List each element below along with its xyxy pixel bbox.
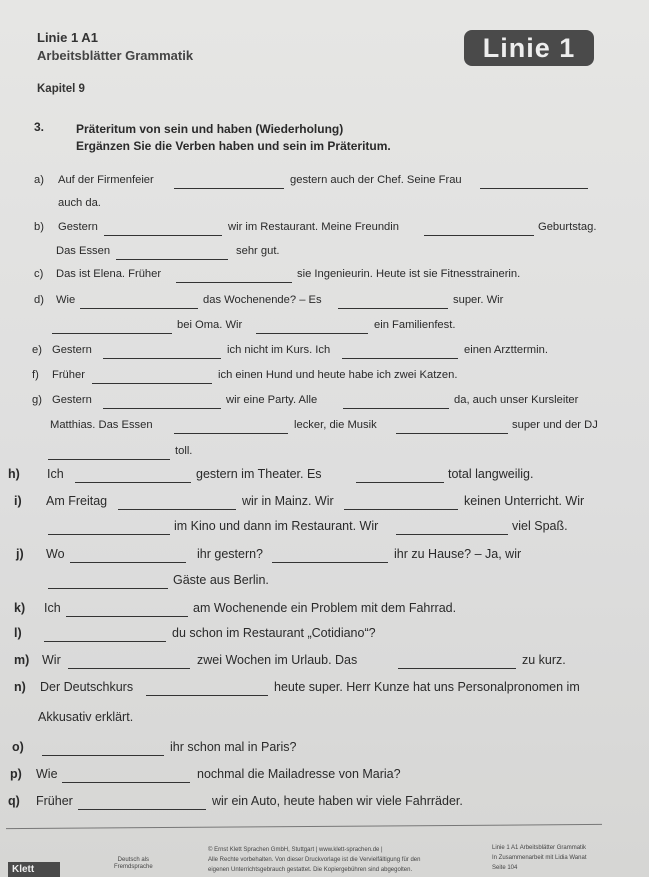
item-text: nochmal die Mailadresse von Maria?: [197, 767, 401, 781]
item-text: Gäste aus Berlin.: [173, 573, 269, 587]
answer-blank[interactable]: [342, 357, 458, 359]
linie1-logo: Linie 1: [464, 30, 594, 66]
item-label: c): [34, 268, 44, 280]
answer-blank[interactable]: [92, 382, 212, 384]
item-text: super. Wir: [453, 294, 504, 306]
item-text: du schon im Restaurant „Cotidiano“?: [172, 626, 376, 640]
item-text: wir in Mainz. Wir: [242, 494, 334, 508]
item-label: l): [14, 626, 22, 640]
answer-blank[interactable]: [70, 561, 186, 563]
item-label: h): [8, 467, 20, 481]
item-text: zwei Wochen im Urlaub. Das: [197, 653, 358, 667]
item-text: Gestern: [52, 344, 92, 356]
answer-blank[interactable]: [48, 533, 170, 535]
item-label: i): [14, 494, 22, 508]
item-text: ich nicht im Kurs. Ich: [227, 344, 331, 356]
item-text: ihr zu Hause? – Ja, wir: [394, 547, 522, 561]
item-text: wir eine Party. Alle: [226, 394, 318, 406]
answer-blank[interactable]: [44, 640, 166, 642]
answer-blank[interactable]: [344, 508, 458, 510]
item-text: toll.: [175, 445, 193, 457]
item-text: Geburtstag.: [538, 221, 597, 233]
answer-blank[interactable]: [78, 808, 206, 810]
item-text: wir im Restaurant. Meine Freundin: [228, 221, 399, 233]
item-label: g): [32, 394, 42, 406]
item-text: das Wochenende? – Es: [203, 294, 322, 306]
answer-blank[interactable]: [103, 357, 221, 359]
answer-blank[interactable]: [396, 533, 508, 535]
item-label: e): [32, 344, 42, 356]
task-title: Präteritum von sein und haben (Wiederholung): [76, 122, 344, 136]
item-text: gestern auch der Chef. Seine Frau: [290, 174, 462, 186]
item-text: sehr gut.: [236, 245, 280, 257]
item-label: q): [8, 794, 20, 808]
item-label: f): [32, 369, 39, 381]
item-text: ein Familienfest.: [374, 319, 456, 331]
item-label: k): [14, 601, 26, 615]
item-text: Gestern: [58, 221, 98, 233]
answer-blank[interactable]: [272, 561, 388, 563]
answer-blank[interactable]: [68, 667, 190, 669]
item-label: n): [14, 680, 26, 694]
footer-collab: In Zusammenarbeit mit Lidia Wanat: [492, 855, 587, 861]
item-label: d): [34, 294, 44, 306]
item-text: zu kurz.: [522, 653, 566, 667]
item-text: Wo: [46, 547, 65, 561]
item-text: da, auch unser Kursleiter: [454, 394, 579, 406]
item-text: sie Ingenieurin. Heute ist sie Fitnesstrainerin.: [297, 268, 521, 280]
answer-blank[interactable]: [118, 508, 236, 510]
item-text: heute super. Herr Kunze hat uns Personalpronomen im: [274, 680, 580, 694]
item-text: ich einen Hund und heute habe ich zwei Katzen.: [218, 369, 458, 381]
series-title: Linie 1 A1: [37, 30, 98, 45]
item-text: ihr schon mal in Paris?: [170, 740, 297, 754]
page-number: Seite 104: [492, 865, 518, 871]
copyright-line-1: © Ernst Klett Sprachen GmbH, Stuttgart | www.klett-sprachen.de |: [208, 847, 383, 853]
item-text: Der Deutschkurs: [40, 680, 134, 694]
item-text: einen Arzttermin.: [464, 344, 548, 356]
answer-blank[interactable]: [174, 432, 288, 434]
item-text: Matthias. Das Essen: [50, 419, 153, 431]
answer-blank[interactable]: [480, 187, 588, 189]
answer-blank[interactable]: [424, 234, 534, 236]
chapter-label: Kapitel 9: [37, 83, 85, 95]
answer-blank[interactable]: [176, 281, 292, 283]
item-label: j): [16, 547, 24, 561]
answer-blank[interactable]: [356, 481, 444, 483]
daf-line-1: Deutsch als: [117, 857, 150, 863]
answer-blank[interactable]: [103, 407, 221, 409]
item-text: wir ein Auto, heute haben wir viele Fahrräder.: [212, 794, 463, 808]
item-text: Akkusativ erklärt.: [38, 710, 134, 724]
klett-logo: Klett: [8, 862, 60, 877]
answer-blank[interactable]: [398, 667, 516, 669]
answer-blank[interactable]: [174, 187, 284, 189]
daf-line-2: Fremdsprache: [114, 864, 153, 870]
item-label: p): [10, 767, 22, 781]
answer-blank[interactable]: [48, 587, 168, 589]
item-text: im Kino und dann im Restaurant. Wir: [174, 519, 379, 533]
answer-blank[interactable]: [146, 694, 268, 696]
task-number: 3.: [34, 120, 45, 134]
answer-blank[interactable]: [48, 458, 170, 460]
item-text: gestern im Theater. Es: [196, 467, 322, 481]
item-label: m): [14, 653, 30, 667]
item-text: Das Essen: [56, 245, 111, 257]
item-text: Wie: [36, 767, 58, 781]
footer-series: Linie 1 A1 Arbeitsblätter Grammatik: [492, 845, 587, 851]
footer-divider: [6, 824, 602, 829]
answer-blank[interactable]: [80, 307, 198, 309]
task-instruction: Ergänzen Sie die Verben haben und sein im Präteritum.: [76, 139, 391, 153]
answer-blank[interactable]: [42, 754, 164, 756]
item-text: Gestern: [52, 394, 92, 406]
item-text: bei Oma. Wir: [177, 319, 243, 331]
item-text: Ich: [47, 467, 64, 481]
copyright-line-2: Alle Rechte vorbehalten. Von dieser Druckvorlage ist die Vervielfältigung für den: [208, 857, 421, 863]
worksheet-subtitle: Arbeitsblätter Grammatik: [37, 48, 194, 63]
answer-blank[interactable]: [116, 258, 228, 260]
answer-blank[interactable]: [343, 407, 449, 409]
item-text: Am Freitag: [46, 494, 108, 508]
item-text: Das ist Elena. Früher: [56, 268, 162, 280]
answer-blank[interactable]: [62, 781, 190, 783]
item-text: lecker, die Musik: [294, 419, 377, 431]
item-text: Früher: [36, 794, 73, 808]
item-text: Früher: [52, 369, 85, 381]
item-text: Auf der Firmenfeier: [58, 174, 154, 186]
answer-blank[interactable]: [396, 432, 508, 434]
item-label: o): [12, 740, 24, 754]
item-text: Wie: [56, 294, 76, 306]
answer-blank[interactable]: [104, 234, 222, 236]
answer-blank[interactable]: [256, 332, 368, 334]
answer-blank[interactable]: [75, 481, 191, 483]
item-text: Wir: [42, 653, 61, 667]
item-text: Ich: [44, 601, 61, 615]
item-text: total langweilig.: [448, 467, 534, 481]
answer-blank[interactable]: [338, 307, 448, 309]
copyright-line-3: eigenen Unterrichtsgebrauch gestattet. Die Kopiergebühren sind abgegolten.: [208, 867, 413, 873]
item-label: b): [34, 221, 44, 233]
daf-label: [114, 857, 153, 871]
item-text: auch da.: [58, 197, 101, 209]
item-text: super und der DJ: [512, 419, 598, 431]
item-text: ihr gestern?: [197, 547, 264, 561]
item-label: a): [34, 174, 44, 186]
item-text: viel Spaß.: [512, 519, 568, 533]
answer-blank[interactable]: [66, 615, 188, 617]
item-text: am Wochenende ein Problem mit dem Fahrrad.: [193, 601, 457, 615]
item-text: keinen Unterricht. Wir: [464, 494, 585, 508]
answer-blank[interactable]: [52, 332, 172, 334]
